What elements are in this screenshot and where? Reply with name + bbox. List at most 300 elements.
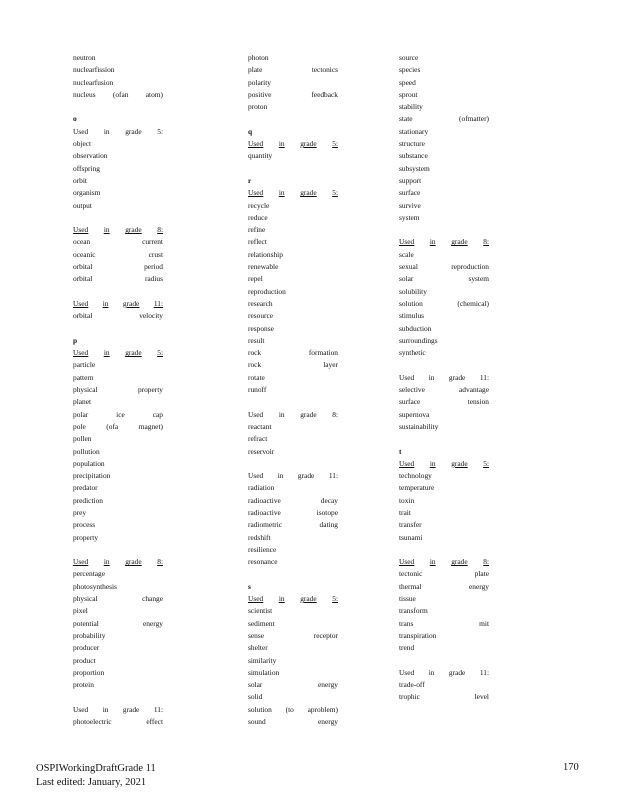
glossary-term — [399, 642, 489, 654]
term-word: trans — [399, 618, 414, 628]
term-word: trophic — [399, 692, 420, 702]
term-word: Used — [73, 557, 89, 567]
glossary-term — [73, 704, 163, 716]
glossary-term — [399, 113, 489, 125]
term-word: (ofa — [106, 421, 119, 431]
term-word: in — [277, 471, 284, 481]
blank-line — [399, 433, 489, 445]
term-word: o — [73, 114, 77, 124]
term-word: shelter — [248, 643, 268, 653]
glossary-term — [248, 347, 338, 359]
glossary-term — [248, 261, 338, 273]
term-word: 11: — [479, 667, 489, 677]
term-word: radius — [144, 274, 163, 284]
term-word: rotate — [248, 372, 265, 382]
term-word: radiation — [248, 483, 275, 493]
glossary-term — [399, 409, 489, 421]
term-word: radioactive — [248, 507, 281, 517]
term-word: sexual — [399, 262, 418, 272]
blank-line — [399, 544, 489, 556]
glossary-term — [73, 470, 163, 482]
term-word: simulation — [248, 667, 280, 677]
glossary-term — [248, 630, 338, 642]
term-word: producer — [73, 643, 100, 653]
term-word: q — [248, 126, 253, 136]
term-word: grade — [297, 471, 315, 481]
glossary-term — [248, 323, 338, 335]
term-word: relationship — [248, 249, 283, 259]
glossary-term — [399, 384, 489, 396]
term-word: tectonic — [399, 569, 423, 579]
term-word: substance — [399, 151, 428, 161]
term-word: tsunami — [399, 532, 423, 542]
term-word: grade — [448, 372, 466, 382]
glossary-term — [73, 679, 163, 691]
term-word: in — [428, 667, 435, 677]
glossary-term — [73, 89, 163, 101]
glossary-term — [73, 384, 163, 396]
blank-line — [248, 113, 338, 125]
term-word: repel — [248, 274, 263, 284]
term-word: pole — [73, 421, 86, 431]
term-word: Used — [73, 126, 89, 136]
blank-line — [73, 212, 163, 224]
glossary-term — [73, 64, 163, 76]
glossary-term — [399, 495, 489, 507]
term-word: resource — [248, 311, 274, 321]
glossary-term — [73, 200, 163, 212]
glossary-term — [73, 372, 163, 384]
term-word: stability — [399, 102, 423, 112]
glossary-term — [399, 89, 489, 101]
term-word: in — [429, 237, 436, 247]
term-word: 11: — [479, 372, 489, 382]
term-word: reproduction — [451, 262, 489, 272]
term-word: probability — [73, 630, 106, 640]
term-word: plate — [248, 65, 263, 75]
term-word: layer — [323, 360, 338, 370]
glossary-term — [399, 286, 489, 298]
glossary-term — [399, 519, 489, 531]
glossary-term — [73, 236, 163, 248]
glossary-term — [73, 421, 163, 433]
glossary-term — [248, 446, 338, 458]
term-word: observation — [73, 151, 108, 161]
term-word: surface — [399, 397, 421, 407]
glossary-term — [73, 359, 163, 371]
glossary-term — [73, 273, 163, 285]
term-word: pattern — [73, 372, 94, 382]
term-word: reproduction — [248, 286, 286, 296]
term-word: sound — [248, 717, 266, 727]
term-word: planet — [73, 397, 92, 407]
glossary-term — [399, 593, 489, 605]
term-word: nuclearfusion — [73, 77, 114, 87]
glossary-term — [248, 507, 338, 519]
glossary-term — [73, 655, 163, 667]
term-word: selective — [399, 385, 425, 395]
term-word: response — [248, 323, 274, 333]
term-word: nucleus — [73, 89, 96, 99]
term-word: tension — [467, 397, 489, 407]
glossary-term — [248, 544, 338, 556]
term-word: (to — [285, 704, 294, 714]
glossary-term — [248, 519, 338, 531]
term-word: grade — [125, 557, 142, 567]
glossary-term — [248, 384, 338, 396]
glossary-term — [73, 163, 163, 175]
term-word: p — [73, 335, 78, 345]
glossary-term — [399, 691, 489, 703]
glossary-term — [399, 261, 489, 273]
glossary-term — [248, 77, 338, 89]
term-word: transpiration — [399, 630, 437, 640]
term-word: aproblem) — [307, 704, 338, 714]
footer-last-edited: Last edited: January, 2021 — [36, 776, 147, 788]
glossary-term — [248, 249, 338, 261]
term-word: sustainability — [399, 421, 439, 431]
glossary-term — [248, 421, 338, 433]
grade-subheading — [399, 236, 489, 248]
term-word: subsystem — [399, 163, 430, 173]
term-word: protein — [73, 680, 94, 690]
term-word: sprout — [399, 89, 418, 99]
glossary-term — [399, 347, 489, 359]
grade-subheading — [399, 458, 489, 470]
term-word: receptor — [313, 630, 338, 640]
glossary-term — [248, 89, 338, 101]
grade-subheading — [248, 138, 338, 150]
glossary-term — [73, 187, 163, 199]
term-word: in — [429, 458, 436, 468]
term-word: reactant — [248, 421, 272, 431]
term-word: in — [102, 298, 109, 308]
glossary-term — [248, 335, 338, 347]
term-word: stationary — [399, 126, 429, 136]
glossary-term — [73, 458, 163, 470]
term-word: prediction — [73, 495, 103, 505]
glossary-term — [399, 667, 489, 679]
glossary-term — [73, 618, 163, 630]
term-word: grade — [300, 188, 317, 198]
glossary-term — [73, 667, 163, 679]
term-word: tectonics — [311, 65, 338, 75]
glossary-term — [248, 212, 338, 224]
term-word: grade — [125, 126, 142, 136]
term-word: reduce — [248, 212, 268, 222]
glossary-term — [399, 335, 489, 347]
glossary-term — [73, 175, 163, 187]
term-word: oceanic — [73, 249, 96, 259]
glossary-term — [399, 482, 489, 494]
glossary-term — [73, 138, 163, 150]
section-letter-heading — [248, 581, 338, 593]
grade-subheading — [73, 298, 163, 310]
term-word: product — [73, 655, 96, 665]
glossary-term — [248, 667, 338, 679]
term-word: rock — [248, 360, 262, 370]
term-word: thermal — [399, 581, 422, 591]
blank-line — [73, 323, 163, 335]
term-word: Used — [248, 594, 264, 604]
term-word: orbital — [73, 274, 93, 284]
glossary-term — [73, 605, 163, 617]
glossary-term — [73, 126, 163, 138]
term-word: mit — [479, 618, 489, 628]
term-word: Used — [399, 557, 415, 567]
term-word: potential — [73, 618, 99, 628]
term-word: predator — [73, 483, 98, 493]
section-letter-heading — [73, 335, 163, 347]
term-word: grade — [451, 237, 468, 247]
term-word: precipitation — [73, 471, 111, 481]
glossary-term — [73, 519, 163, 531]
glossary-term — [399, 150, 489, 162]
term-word: organism — [73, 188, 101, 198]
glossary-term — [399, 163, 489, 175]
term-word: sense — [248, 630, 265, 640]
glossary-term — [73, 642, 163, 654]
term-word: synthetic — [399, 348, 426, 358]
term-word: survive — [399, 200, 421, 210]
term-word: toxin — [399, 495, 415, 505]
blank-line — [73, 544, 163, 556]
glossary-term — [73, 77, 163, 89]
grade-subheading — [73, 556, 163, 568]
term-word: feedback — [311, 89, 338, 99]
glossary-term — [248, 101, 338, 113]
term-word: decay — [320, 495, 338, 505]
term-word: renewable — [248, 262, 279, 272]
glossary-term — [399, 605, 489, 617]
blank-line — [248, 163, 338, 175]
glossary-term — [399, 323, 489, 335]
term-word: 5: — [332, 594, 338, 604]
glossary-term — [399, 249, 489, 261]
glossary-term — [73, 495, 163, 507]
blank-line — [248, 396, 338, 408]
term-word: Used — [248, 409, 264, 419]
term-word: process — [73, 520, 96, 530]
glossary-term — [73, 581, 163, 593]
term-word: energy — [318, 717, 338, 727]
term-word: 5: — [157, 348, 163, 358]
glossary-term — [248, 52, 338, 64]
blank-line — [73, 286, 163, 298]
term-word: trait — [399, 507, 411, 517]
term-word: speed — [399, 77, 416, 87]
glossary-term — [399, 470, 489, 482]
term-word: sediment — [248, 618, 275, 628]
term-word: in — [103, 126, 110, 136]
term-word: solid — [248, 692, 263, 702]
term-word: recycle — [248, 200, 270, 210]
term-word: energy — [469, 581, 489, 591]
term-word: object — [73, 139, 92, 149]
glossary-term — [73, 52, 163, 64]
term-word: transform — [399, 606, 428, 616]
term-word: photoelectric — [73, 717, 112, 727]
blank-line — [248, 458, 338, 470]
term-word: system — [399, 212, 420, 222]
term-word: isotope — [316, 507, 338, 517]
blank-line — [399, 359, 489, 371]
glossary-term — [248, 409, 338, 421]
term-word: in — [278, 188, 285, 198]
glossary-term — [399, 581, 489, 593]
glossary-term — [248, 310, 338, 322]
term-word: positive — [248, 89, 272, 99]
term-word: solution — [248, 704, 272, 714]
term-word: Used — [248, 471, 264, 481]
glossary-term — [399, 64, 489, 76]
term-word: solution — [399, 298, 423, 308]
term-word: radioactive — [248, 495, 281, 505]
blank-line — [399, 655, 489, 667]
glossary-column-1 — [73, 52, 163, 728]
term-word: neutron — [73, 53, 96, 62]
term-word: refract — [248, 434, 268, 444]
glossary-term — [248, 704, 338, 716]
term-word: grade — [300, 139, 317, 149]
term-word: trade-off — [399, 680, 425, 690]
term-word: proportion — [73, 667, 105, 677]
glossary-term — [248, 482, 338, 494]
grade-subheading — [399, 556, 489, 568]
page-footer — [36, 762, 156, 789]
term-word: Used — [248, 139, 264, 149]
term-word: s — [248, 581, 251, 591]
term-word: in — [103, 348, 110, 358]
term-word: Used — [73, 704, 89, 714]
glossary-term — [248, 433, 338, 445]
term-word: current — [142, 237, 163, 247]
glossary-term — [248, 495, 338, 507]
term-word: orbit — [73, 175, 87, 185]
grade-subheading — [248, 187, 338, 199]
term-word: rock — [248, 348, 262, 358]
term-word: percentage — [73, 569, 106, 579]
term-word: change — [142, 594, 163, 604]
term-word: 8: — [157, 225, 163, 235]
glossary-term — [399, 52, 489, 64]
term-word: trend — [399, 643, 415, 653]
term-word: property — [73, 532, 99, 542]
glossary-term — [248, 359, 338, 371]
term-word: solar — [248, 680, 263, 690]
glossary-term — [73, 261, 163, 273]
term-word: orbital — [73, 311, 93, 321]
term-word: crust — [148, 249, 163, 259]
glossary-term — [73, 396, 163, 408]
glossary-term — [399, 421, 489, 433]
glossary-term — [73, 507, 163, 519]
term-word: polarity — [248, 77, 271, 87]
glossary-term — [248, 286, 338, 298]
glossary-term — [399, 273, 489, 285]
glossary-term — [248, 470, 338, 482]
term-word: advantage — [459, 385, 489, 395]
term-word: property — [137, 385, 163, 395]
term-word: in — [278, 409, 285, 419]
glossary-term — [399, 310, 489, 322]
term-word: energy — [318, 680, 338, 690]
term-word: Used — [248, 188, 264, 198]
term-word: dating — [319, 520, 338, 530]
term-word: resilience — [248, 544, 277, 554]
term-word: pollution — [73, 446, 100, 456]
term-word: atom) — [145, 89, 163, 99]
term-word: Used — [399, 237, 415, 247]
glossary-term — [248, 691, 338, 703]
term-word: tissue — [399, 594, 416, 604]
term-word: pollen — [73, 434, 92, 444]
glossary-term — [248, 273, 338, 285]
term-word: state — [399, 114, 413, 124]
glossary-term — [248, 372, 338, 384]
term-word: scale — [399, 249, 414, 259]
glossary-term — [248, 64, 338, 76]
glossary-term — [399, 175, 489, 187]
term-word: in — [278, 139, 285, 149]
glossary-term — [73, 310, 163, 322]
glossary-term — [399, 298, 489, 310]
term-word: system — [468, 274, 489, 284]
glossary-term — [399, 212, 489, 224]
glossary-term — [73, 593, 163, 605]
term-word: 8: — [483, 557, 489, 567]
term-word: formation — [308, 348, 338, 358]
glossary-term — [248, 532, 338, 544]
term-word: result — [248, 335, 265, 345]
term-word: plate — [474, 569, 489, 579]
term-word: 5: — [332, 188, 338, 198]
term-word: grade — [451, 458, 468, 468]
term-word: output — [73, 200, 92, 210]
term-word: source — [399, 53, 419, 62]
page-number: 170 — [563, 762, 579, 773]
glossary-term — [73, 532, 163, 544]
glossary-term — [399, 126, 489, 138]
term-word: 8: — [332, 409, 338, 419]
term-word: pixel — [73, 606, 88, 616]
glossary-term — [248, 236, 338, 248]
term-word: surroundings — [399, 335, 438, 345]
term-word: Used — [73, 348, 89, 358]
term-word: runoff — [248, 385, 267, 395]
term-word: offspring — [73, 163, 100, 173]
term-word: reservoir — [248, 446, 275, 456]
blank-line — [399, 224, 489, 236]
glossary-term — [248, 556, 338, 568]
term-word: temperature — [399, 483, 435, 493]
term-word: nuclearfission — [73, 65, 115, 75]
glossary-term — [399, 532, 489, 544]
term-word: magnet) — [138, 421, 163, 431]
term-word: transfer — [399, 520, 422, 530]
term-word: scientist — [248, 606, 273, 616]
glossary-term — [399, 101, 489, 113]
glossary-term — [399, 507, 489, 519]
blank-line — [73, 691, 163, 703]
term-word: particle — [73, 360, 96, 370]
term-word: support — [399, 175, 422, 185]
glossary-term — [73, 482, 163, 494]
term-word: population — [73, 458, 105, 468]
term-word: resonance — [248, 557, 278, 567]
glossary-term — [73, 568, 163, 580]
term-word: grade — [448, 667, 466, 677]
